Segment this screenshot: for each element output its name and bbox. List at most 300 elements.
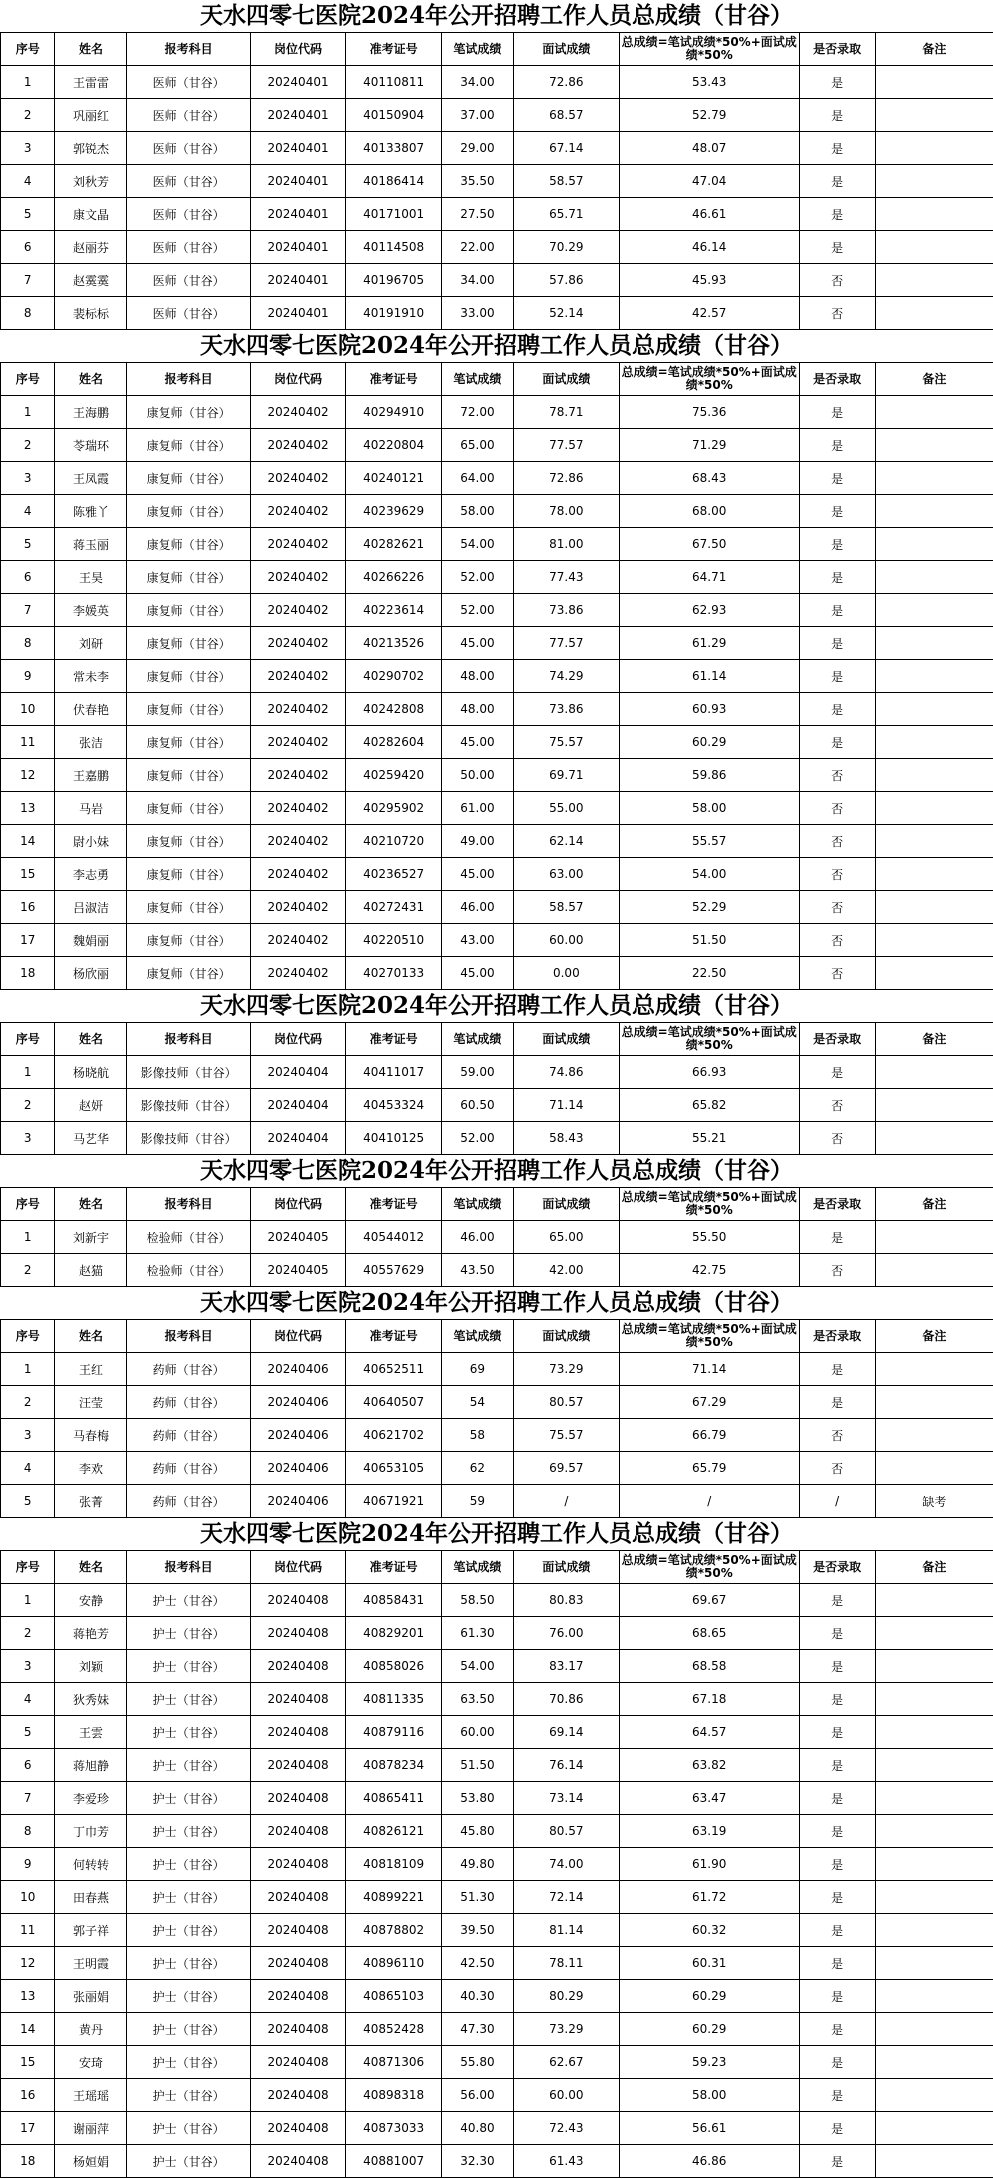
cell-total-score: 63.82 bbox=[619, 1749, 799, 1782]
cell-interview-score: 77.43 bbox=[513, 561, 619, 594]
cell-seq: 9 bbox=[1, 660, 55, 693]
cell-ticket-no: 40282604 bbox=[346, 726, 442, 759]
cell-name: 杨晓航 bbox=[55, 1056, 127, 1089]
cell-ticket-no: 40865411 bbox=[346, 1782, 442, 1815]
header-label: 岗位代码 bbox=[274, 1328, 323, 1343]
cell-name: 王嘉鹏 bbox=[55, 759, 127, 792]
cell-total-score: 68.58 bbox=[619, 1650, 799, 1683]
cell-remarks bbox=[875, 594, 993, 627]
header-label: 笔试成绩 bbox=[453, 41, 502, 56]
cell-seq: 15 bbox=[1, 2046, 55, 2079]
table-row bbox=[1, 462, 993, 495]
table-row bbox=[1, 561, 993, 594]
header-col-written-score bbox=[441, 33, 513, 66]
cell-position-code: 20240402 bbox=[250, 858, 346, 891]
cell-total-score: 60.29 bbox=[619, 2013, 799, 2046]
cell-name: 赵妍 bbox=[55, 1089, 127, 1122]
table-row bbox=[1, 2112, 993, 2145]
cell-name: 汪莹 bbox=[55, 1386, 127, 1419]
cell-interview-score: 83.17 bbox=[513, 1650, 619, 1683]
cell-interview-score: 58.57 bbox=[513, 165, 619, 198]
cell-interview-score: 77.57 bbox=[513, 429, 619, 462]
cell-total-score: 61.29 bbox=[619, 627, 799, 660]
cell-remarks: 缺考 bbox=[875, 1485, 993, 1518]
cell-admitted: 是 bbox=[799, 1353, 875, 1386]
table-row bbox=[1, 957, 993, 990]
cell-name: 赵猫 bbox=[55, 1254, 127, 1287]
cell-ticket-no: 40879116 bbox=[346, 1716, 442, 1749]
cell-interview-score: 70.86 bbox=[513, 1683, 619, 1716]
cell-written-score: 51.30 bbox=[441, 1881, 513, 1914]
cell-ticket-no: 40213526 bbox=[346, 627, 442, 660]
cell-ticket-no: 40826121 bbox=[346, 1815, 442, 1848]
cell-name: 王红 bbox=[55, 1353, 127, 1386]
header-col-interview-score bbox=[513, 33, 619, 66]
cell-ticket-no: 40652511 bbox=[346, 1353, 442, 1386]
cell-written-score: 37.00 bbox=[441, 99, 513, 132]
cell-ticket-no: 40858431 bbox=[346, 1584, 442, 1617]
cell-subject: 康复师（甘谷） bbox=[127, 396, 250, 429]
cell-interview-score: 0.00 bbox=[513, 957, 619, 990]
cell-remarks bbox=[875, 2112, 993, 2145]
cell-interview-score: 73.86 bbox=[513, 594, 619, 627]
table-row bbox=[1, 2145, 993, 2178]
cell-written-score: 59 bbox=[441, 1485, 513, 1518]
cell-position-code: 20240401 bbox=[250, 198, 346, 231]
table-row bbox=[1, 1947, 993, 1980]
header-label: 准考证号 bbox=[369, 1559, 418, 1574]
cell-interview-score: 81.00 bbox=[513, 528, 619, 561]
cell-position-code: 20240401 bbox=[250, 165, 346, 198]
table-row bbox=[1, 726, 993, 759]
cell-subject: 医师（甘谷） bbox=[127, 297, 250, 330]
header-col-admitted bbox=[799, 1023, 875, 1056]
table-row bbox=[1, 1122, 993, 1155]
cell-admitted: 否 bbox=[799, 924, 875, 957]
cell-total-score: 60.32 bbox=[619, 1914, 799, 1947]
cell-total-score: 55.50 bbox=[619, 1221, 799, 1254]
table-row bbox=[1, 297, 993, 330]
header-label: 序号 bbox=[15, 1031, 40, 1046]
cell-interview-score: 73.14 bbox=[513, 1782, 619, 1815]
cell-seq: 3 bbox=[1, 1419, 55, 1452]
cell-seq: 7 bbox=[1, 594, 55, 627]
header-label: 笔试成绩 bbox=[453, 1559, 502, 1574]
cell-written-score: 64.00 bbox=[441, 462, 513, 495]
header-col-total-score bbox=[619, 1551, 799, 1584]
cell-position-code: 20240408 bbox=[250, 1683, 346, 1716]
score-table bbox=[0, 362, 993, 990]
cell-subject: 医师（甘谷） bbox=[127, 264, 250, 297]
cell-interview-score: 80.57 bbox=[513, 1815, 619, 1848]
cell-seq: 12 bbox=[1, 1947, 55, 1980]
cell-seq: 7 bbox=[1, 1782, 55, 1815]
cell-total-score: 54.00 bbox=[619, 858, 799, 891]
cell-position-code: 20240402 bbox=[250, 759, 346, 792]
cell-interview-score: 78.11 bbox=[513, 1947, 619, 1980]
cell-position-code: 20240405 bbox=[250, 1221, 346, 1254]
cell-admitted: 是 bbox=[799, 1815, 875, 1848]
table-header-row bbox=[1, 1188, 993, 1221]
cell-position-code: 20240402 bbox=[250, 693, 346, 726]
cell-written-score: 48.00 bbox=[441, 660, 513, 693]
cell-total-score: 60.93 bbox=[619, 693, 799, 726]
cell-subject: 医师（甘谷） bbox=[127, 132, 250, 165]
cell-total-score: 51.50 bbox=[619, 924, 799, 957]
cell-total-score: 68.65 bbox=[619, 1617, 799, 1650]
cell-ticket-no: 40411017 bbox=[346, 1056, 442, 1089]
cell-subject: 康复师（甘谷） bbox=[127, 462, 250, 495]
cell-seq: 16 bbox=[1, 891, 55, 924]
cell-remarks bbox=[875, 1584, 993, 1617]
cell-interview-score: 62.67 bbox=[513, 2046, 619, 2079]
cell-interview-score: 58.57 bbox=[513, 891, 619, 924]
cell-interview-score: 52.14 bbox=[513, 297, 619, 330]
cell-admitted: 是 bbox=[799, 1848, 875, 1881]
cell-written-score: 54.00 bbox=[441, 528, 513, 561]
table-row bbox=[1, 825, 993, 858]
cell-admitted: 是 bbox=[799, 627, 875, 660]
cell-position-code: 20240402 bbox=[250, 396, 346, 429]
cell-position-code: 20240402 bbox=[250, 891, 346, 924]
cell-seq: 2 bbox=[1, 99, 55, 132]
header-label: 准考证号 bbox=[369, 41, 418, 56]
cell-total-score: 67.50 bbox=[619, 528, 799, 561]
table-row bbox=[1, 1683, 993, 1716]
header-col-written-score bbox=[441, 1320, 513, 1353]
cell-interview-score: 73.86 bbox=[513, 693, 619, 726]
cell-seq: 4 bbox=[1, 495, 55, 528]
header-col-admitted bbox=[799, 1320, 875, 1353]
header-label: 面试成绩 bbox=[542, 1559, 591, 1574]
cell-subject: 医师（甘谷） bbox=[127, 165, 250, 198]
header-label: 面试成绩 bbox=[542, 1328, 591, 1343]
cell-remarks bbox=[875, 1980, 993, 2013]
cell-interview-score: 65.00 bbox=[513, 1221, 619, 1254]
cell-admitted: 是 bbox=[799, 1881, 875, 1914]
cell-written-score: 69 bbox=[441, 1353, 513, 1386]
cell-position-code: 20240402 bbox=[250, 957, 346, 990]
cell-ticket-no: 40410125 bbox=[346, 1122, 442, 1155]
cell-subject: 康复师（甘谷） bbox=[127, 858, 250, 891]
cell-total-score: 42.57 bbox=[619, 297, 799, 330]
cell-subject: 康复师（甘谷） bbox=[127, 792, 250, 825]
cell-interview-score: 61.43 bbox=[513, 2145, 619, 2178]
cell-seq: 2 bbox=[1, 1254, 55, 1287]
cell-written-score: 45.80 bbox=[441, 1815, 513, 1848]
cell-interview-score: 70.29 bbox=[513, 231, 619, 264]
header-label: 备注 bbox=[922, 1559, 947, 1574]
header-label: 总成绩=笔试成绩*50%+面试成绩*50% bbox=[621, 35, 797, 62]
cell-admitted: 否 bbox=[799, 1452, 875, 1485]
header-col-position-code bbox=[250, 1188, 346, 1221]
header-label: 是否录取 bbox=[813, 1196, 862, 1211]
cell-seq: 3 bbox=[1, 1650, 55, 1683]
header-label: 面试成绩 bbox=[542, 1196, 591, 1211]
cell-seq: 3 bbox=[1, 132, 55, 165]
cell-name: 裴标标 bbox=[55, 297, 127, 330]
cell-position-code: 20240404 bbox=[250, 1089, 346, 1122]
cell-seq: 8 bbox=[1, 297, 55, 330]
table-row bbox=[1, 1452, 993, 1485]
cell-written-score: 45.00 bbox=[441, 627, 513, 660]
table-row bbox=[1, 891, 993, 924]
cell-position-code: 20240408 bbox=[250, 1650, 346, 1683]
cell-written-score: 39.50 bbox=[441, 1914, 513, 1947]
cell-position-code: 20240402 bbox=[250, 660, 346, 693]
cell-admitted: 是 bbox=[799, 2013, 875, 2046]
cell-interview-score: 73.29 bbox=[513, 2013, 619, 2046]
cell-position-code: 20240406 bbox=[250, 1386, 346, 1419]
cell-subject: 护士（甘谷） bbox=[127, 1815, 250, 1848]
cell-position-code: 20240402 bbox=[250, 561, 346, 594]
cell-admitted: 是 bbox=[799, 693, 875, 726]
cell-ticket-no: 40266226 bbox=[346, 561, 442, 594]
cell-written-score: 60.50 bbox=[441, 1089, 513, 1122]
header-label: 是否录取 bbox=[813, 41, 862, 56]
table-row bbox=[1, 99, 993, 132]
cell-ticket-no: 40899221 bbox=[346, 1881, 442, 1914]
cell-remarks bbox=[875, 693, 993, 726]
cell-name: 丁巾芳 bbox=[55, 1815, 127, 1848]
score-table bbox=[0, 1187, 993, 1287]
cell-total-score: 42.75 bbox=[619, 1254, 799, 1287]
cell-interview-score: 73.29 bbox=[513, 1353, 619, 1386]
table-row bbox=[1, 1881, 993, 1914]
cell-ticket-no: 40196705 bbox=[346, 264, 442, 297]
cell-position-code: 20240406 bbox=[250, 1353, 346, 1386]
cell-ticket-no: 40621702 bbox=[346, 1419, 442, 1452]
cell-subject: 护士（甘谷） bbox=[127, 1749, 250, 1782]
cell-name: 康文晶 bbox=[55, 198, 127, 231]
cell-position-code: 20240408 bbox=[250, 1815, 346, 1848]
cell-subject: 检验师（甘谷） bbox=[127, 1254, 250, 1287]
header-label: 岗位代码 bbox=[274, 1559, 323, 1574]
cell-admitted: 否 bbox=[799, 858, 875, 891]
cell-seq: 12 bbox=[1, 759, 55, 792]
cell-position-code: 20240408 bbox=[250, 1881, 346, 1914]
score-section bbox=[0, 0, 993, 330]
cell-written-score: 47.30 bbox=[441, 2013, 513, 2046]
cell-ticket-no: 40236527 bbox=[346, 858, 442, 891]
cell-remarks bbox=[875, 1254, 993, 1287]
header-label: 序号 bbox=[15, 1196, 40, 1211]
cell-total-score: 66.79 bbox=[619, 1419, 799, 1452]
cell-subject: 检验师（甘谷） bbox=[127, 1221, 250, 1254]
cell-ticket-no: 40110811 bbox=[346, 66, 442, 99]
cell-seq: 5 bbox=[1, 528, 55, 561]
cell-written-score: 29.00 bbox=[441, 132, 513, 165]
header-col-position-code bbox=[250, 33, 346, 66]
cell-interview-score: 76.14 bbox=[513, 1749, 619, 1782]
cell-total-score: 22.50 bbox=[619, 957, 799, 990]
cell-name: 王凤霞 bbox=[55, 462, 127, 495]
header-col-interview-score bbox=[513, 1023, 619, 1056]
cell-total-score: 66.93 bbox=[619, 1056, 799, 1089]
cell-interview-score: 67.14 bbox=[513, 132, 619, 165]
cell-total-score: 59.23 bbox=[619, 2046, 799, 2079]
cell-position-code: 20240402 bbox=[250, 528, 346, 561]
cell-name: 狄秀妹 bbox=[55, 1683, 127, 1716]
header-label: 序号 bbox=[15, 1559, 40, 1574]
cell-admitted: 是 bbox=[799, 1683, 875, 1716]
cell-subject: 康复师（甘谷） bbox=[127, 924, 250, 957]
score-section bbox=[0, 1155, 993, 1287]
cell-admitted: 是 bbox=[799, 561, 875, 594]
cell-written-score: 72.00 bbox=[441, 396, 513, 429]
cell-name: 王海鹏 bbox=[55, 396, 127, 429]
cell-seq: 6 bbox=[1, 231, 55, 264]
cell-position-code: 20240402 bbox=[250, 825, 346, 858]
cell-name: 蒋艳芳 bbox=[55, 1617, 127, 1650]
table-row bbox=[1, 2079, 993, 2112]
cell-ticket-no: 40220510 bbox=[346, 924, 442, 957]
cell-interview-score: 77.57 bbox=[513, 627, 619, 660]
cell-remarks bbox=[875, 759, 993, 792]
cell-name: 李爱珍 bbox=[55, 1782, 127, 1815]
cell-written-score: 34.00 bbox=[441, 264, 513, 297]
cell-seq: 2 bbox=[1, 1617, 55, 1650]
cell-subject: 康复师（甘谷） bbox=[127, 825, 250, 858]
header-col-name bbox=[55, 1320, 127, 1353]
cell-subject: 康复师（甘谷） bbox=[127, 561, 250, 594]
cell-ticket-no: 40852428 bbox=[346, 2013, 442, 2046]
table-row bbox=[1, 165, 993, 198]
header-col-ticket-no bbox=[346, 1188, 442, 1221]
cell-ticket-no: 40671921 bbox=[346, 1485, 442, 1518]
header-label: 报考科目 bbox=[164, 1031, 213, 1046]
header-label: 备注 bbox=[922, 1328, 947, 1343]
header-label: 总成绩=笔试成绩*50%+面试成绩*50% bbox=[621, 365, 797, 392]
cell-subject: 医师（甘谷） bbox=[127, 198, 250, 231]
cell-position-code: 20240401 bbox=[250, 297, 346, 330]
header-label: 报考科目 bbox=[164, 41, 213, 56]
header-col-written-score bbox=[441, 363, 513, 396]
header-col-admitted bbox=[799, 1188, 875, 1221]
cell-interview-score: 55.00 bbox=[513, 792, 619, 825]
header-col-remarks bbox=[875, 1023, 993, 1056]
cell-total-score: 64.71 bbox=[619, 561, 799, 594]
cell-total-score: 65.82 bbox=[619, 1089, 799, 1122]
cell-subject: 药师（甘谷） bbox=[127, 1419, 250, 1452]
cell-remarks bbox=[875, 627, 993, 660]
cell-remarks bbox=[875, 1056, 993, 1089]
cell-remarks bbox=[875, 891, 993, 924]
table-row bbox=[1, 1485, 993, 1518]
cell-name: 王雲 bbox=[55, 1716, 127, 1749]
cell-ticket-no: 40150904 bbox=[346, 99, 442, 132]
cell-interview-score: 75.57 bbox=[513, 726, 619, 759]
cell-ticket-no: 40557629 bbox=[346, 1254, 442, 1287]
table-row bbox=[1, 2013, 993, 2046]
cell-seq: 1 bbox=[1, 1584, 55, 1617]
cell-remarks bbox=[875, 1221, 993, 1254]
header-col-written-score bbox=[441, 1551, 513, 1584]
cell-remarks bbox=[875, 495, 993, 528]
cell-admitted: 是 bbox=[799, 2046, 875, 2079]
header-col-seq bbox=[1, 1551, 55, 1584]
cell-interview-score: 69.57 bbox=[513, 1452, 619, 1485]
cell-ticket-no: 40223614 bbox=[346, 594, 442, 627]
header-col-name bbox=[55, 1188, 127, 1221]
cell-written-score: 43.50 bbox=[441, 1254, 513, 1287]
cell-position-code: 20240402 bbox=[250, 495, 346, 528]
cell-remarks bbox=[875, 660, 993, 693]
table-row bbox=[1, 2046, 993, 2079]
cell-subject: 医师（甘谷） bbox=[127, 231, 250, 264]
cell-admitted: 否 bbox=[799, 264, 875, 297]
cell-name: 伏春艳 bbox=[55, 693, 127, 726]
header-label: 总成绩=笔试成绩*50%+面试成绩*50% bbox=[621, 1025, 797, 1052]
cell-remarks bbox=[875, 1089, 993, 1122]
cell-admitted: 否 bbox=[799, 1254, 875, 1287]
cell-position-code: 20240406 bbox=[250, 1485, 346, 1518]
cell-ticket-no: 40239629 bbox=[346, 495, 442, 528]
cell-subject: 医师（甘谷） bbox=[127, 99, 250, 132]
cell-name: 吕淑洁 bbox=[55, 891, 127, 924]
cell-admitted: 否 bbox=[799, 297, 875, 330]
table-row bbox=[1, 264, 993, 297]
cell-total-score: 60.31 bbox=[619, 1947, 799, 1980]
cell-subject: 康复师（甘谷） bbox=[127, 693, 250, 726]
cell-seq: 6 bbox=[1, 561, 55, 594]
cell-ticket-no: 40878802 bbox=[346, 1914, 442, 1947]
cell-subject: 康复师（甘谷） bbox=[127, 726, 250, 759]
table-row bbox=[1, 1617, 993, 1650]
cell-admitted: 是 bbox=[799, 2079, 875, 2112]
cell-remarks bbox=[875, 462, 993, 495]
cell-admitted: 是 bbox=[799, 66, 875, 99]
cell-interview-score: / bbox=[513, 1485, 619, 1518]
cell-total-score: 60.29 bbox=[619, 726, 799, 759]
cell-interview-score: 62.14 bbox=[513, 825, 619, 858]
header-label: 报考科目 bbox=[164, 1196, 213, 1211]
cell-total-score: 58.00 bbox=[619, 2079, 799, 2112]
cell-ticket-no: 40871306 bbox=[346, 2046, 442, 2079]
cell-position-code: 20240404 bbox=[250, 1056, 346, 1089]
cell-written-score: 43.00 bbox=[441, 924, 513, 957]
header-label: 面试成绩 bbox=[542, 41, 591, 56]
header-col-name bbox=[55, 33, 127, 66]
cell-name: 郭锐杰 bbox=[55, 132, 127, 165]
cell-subject: 康复师（甘谷） bbox=[127, 759, 250, 792]
header-label: 是否录取 bbox=[813, 371, 862, 386]
header-col-interview-score bbox=[513, 363, 619, 396]
cell-position-code: 20240408 bbox=[250, 1584, 346, 1617]
cell-written-score: 61.30 bbox=[441, 1617, 513, 1650]
header-label: 准考证号 bbox=[369, 371, 418, 386]
header-col-name bbox=[55, 1551, 127, 1584]
cell-admitted: 是 bbox=[799, 1650, 875, 1683]
cell-ticket-no: 40829201 bbox=[346, 1617, 442, 1650]
cell-ticket-no: 40878234 bbox=[346, 1749, 442, 1782]
header-label: 岗位代码 bbox=[274, 1031, 323, 1046]
cell-remarks bbox=[875, 924, 993, 957]
cell-name: 张丽娟 bbox=[55, 1980, 127, 2013]
cell-remarks bbox=[875, 429, 993, 462]
table-row bbox=[1, 396, 993, 429]
cell-position-code: 20240408 bbox=[250, 2145, 346, 2178]
cell-position-code: 20240401 bbox=[250, 231, 346, 264]
header-col-remarks bbox=[875, 33, 993, 66]
cell-admitted: 是 bbox=[799, 1749, 875, 1782]
cell-remarks bbox=[875, 66, 993, 99]
cell-admitted: 是 bbox=[799, 528, 875, 561]
header-label: 是否录取 bbox=[813, 1559, 862, 1574]
cell-admitted: 是 bbox=[799, 1947, 875, 1980]
cell-total-score: 61.72 bbox=[619, 1881, 799, 1914]
cell-subject: 药师（甘谷） bbox=[127, 1386, 250, 1419]
